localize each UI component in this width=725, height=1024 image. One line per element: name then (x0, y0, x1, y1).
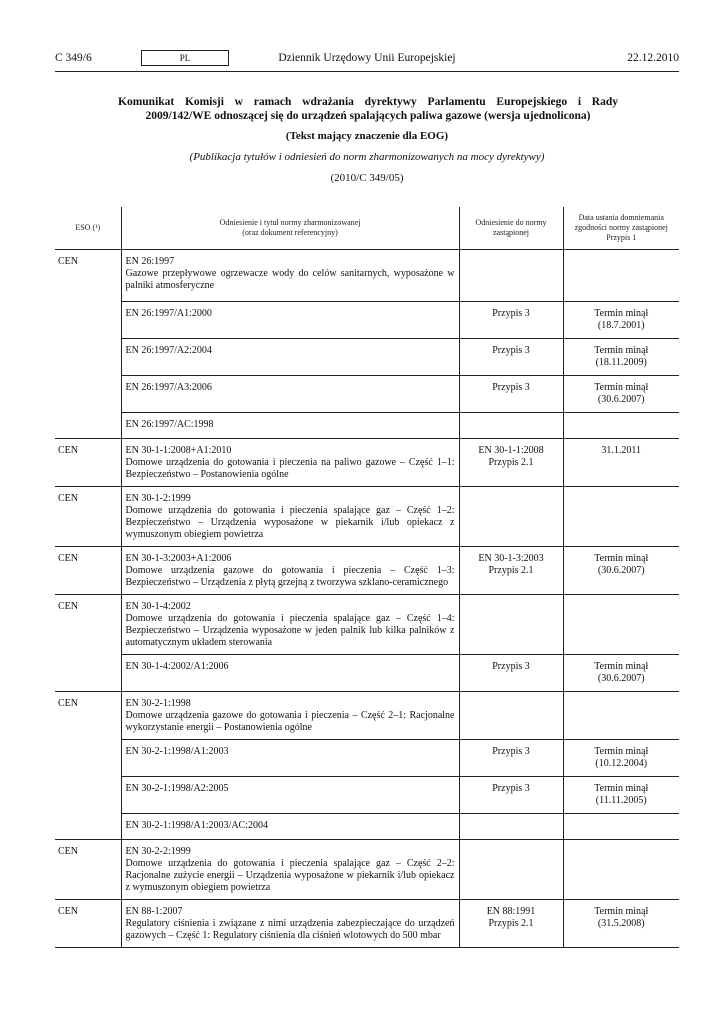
date-cell (563, 777, 679, 814)
table-row (55, 655, 679, 692)
standard-reference: EN 30-2-1:1998/A2:2005 (125, 783, 229, 794)
header-superseded: Odniesienie do normy zastąpionej (459, 207, 563, 250)
standard-cell (121, 547, 459, 595)
standards-table (55, 207, 679, 948)
page-header (55, 52, 679, 68)
date-cell (563, 487, 679, 547)
superseded-cell (459, 339, 563, 376)
superseded-cell (459, 692, 563, 740)
standard-reference: EN 30-2-1:1998 (125, 698, 191, 709)
table-row (55, 547, 679, 595)
superseded-reference: Przypis 3 (492, 783, 530, 794)
table-row (55, 900, 679, 948)
table-row (55, 595, 679, 655)
cessation-date: Termin minął (594, 382, 649, 393)
standard-title: Regulatory ciśnienia i związane z nimi urządzenia zabezpieczające do urządzeń gazowych – Część 1: Regulatory ciśnienia dla ciśnień wlotowych do 500 mbar (125, 918, 455, 941)
eso-value: CEN (58, 445, 78, 456)
cessation-date: 31.1.2011 (601, 445, 642, 456)
superseded-reference: EN 88:1991 (486, 906, 536, 917)
eso-cell (55, 595, 121, 655)
cessation-date-note: (10.12.2004) (595, 758, 648, 769)
superseded-reference: EN 30-1-3:2003 (478, 553, 544, 564)
superseded-reference: Przypis 3 (492, 746, 530, 757)
eso-value: CEN (58, 906, 78, 917)
superseded-cell (459, 376, 563, 413)
document-reference: (2010/C 349/05) (330, 172, 404, 184)
standard-cell (121, 814, 459, 840)
eso-value: CEN (58, 698, 78, 709)
date-cell (563, 655, 679, 692)
standard-cell (121, 840, 459, 900)
date-cell (563, 900, 679, 948)
table-row (55, 376, 679, 413)
standard-title: Domowe urządzenia gazowe do gotowania i pieczenia – Część 2–1: Racjonalne wykorzystanie energii – Postanowienia ogólne (125, 710, 455, 733)
eea-relevance: (Tekst mający znaczenie dla EOG) (285, 130, 449, 142)
cessation-date-note: (30.6.2007) (597, 565, 645, 576)
date-cell (563, 814, 679, 840)
standard-reference: EN 26:1997/A2:2004 (125, 345, 212, 356)
eso-cell (55, 777, 121, 814)
eso-cell (55, 900, 121, 948)
cessation-date: Termin minął (594, 553, 649, 564)
superseded-reference: Przypis 3 (492, 308, 530, 319)
date-cell (563, 840, 679, 900)
eso-cell (55, 655, 121, 692)
superseded-reference: Przypis 3 (492, 345, 530, 356)
eso-value: CEN (58, 553, 78, 564)
standard-cell (121, 339, 459, 376)
eso-value: CEN (58, 846, 78, 857)
publication-date: 22.12.2010 (627, 52, 679, 64)
page-number: C 349/6 (55, 52, 92, 64)
header-date: Data ustania domniemania zgodności normy zastąpionej Przypis 1 (563, 207, 679, 250)
table-row (55, 413, 679, 439)
eso-cell (55, 547, 121, 595)
superseded-cell (459, 302, 563, 339)
standard-cell (121, 413, 459, 439)
header-reference-line1: Odniesienie i tytuł normy zharmonizowanej (219, 218, 361, 227)
date-cell (563, 547, 679, 595)
standard-title: Domowe urządzenia do gotowania i pieczenia na paliwo gazowe – Część 1–1: Bezpieczeństwo – Postanowienia ogólne (125, 457, 455, 480)
standard-cell (121, 250, 459, 302)
standard-reference: EN 30-2-1:1998/A1:2003 (125, 746, 229, 757)
superseded-cell (459, 900, 563, 948)
superseded-cell (459, 840, 563, 900)
standard-cell (121, 692, 459, 740)
eso-cell (55, 376, 121, 413)
cessation-date: Termin minął (594, 661, 649, 672)
date-cell (563, 439, 679, 487)
superseded-cell (459, 814, 563, 840)
table-row (55, 487, 679, 547)
eso-cell (55, 740, 121, 777)
eso-cell (55, 413, 121, 439)
superseded-note: Przypis 2.1 (488, 565, 534, 576)
superseded-reference: EN 30-1-1:2008 (478, 445, 544, 456)
eso-cell (55, 302, 121, 339)
cessation-date-note: (18.11.2009) (595, 357, 647, 368)
cessation-date: Termin minął (594, 783, 649, 794)
cessation-date: Termin minął (594, 746, 649, 757)
table-row (55, 439, 679, 487)
journal-title: Dziennik Urzędowy Unii Europejskiej (278, 52, 456, 64)
superseded-reference: Przypis 3 (492, 661, 530, 672)
table-row (55, 250, 679, 302)
table-header-row (55, 207, 679, 250)
date-cell (563, 692, 679, 740)
date-cell (563, 595, 679, 655)
superseded-cell (459, 595, 563, 655)
eso-cell (55, 250, 121, 302)
standard-title: Domowe urządzenia do gotowania i pieczenia spalające gaz – Część 2–2: Racjonalne zużycie energii – Urządzenia wyposażone w piekarnik i/lub opiekacz z wymuszonym obiegiem powietrza (125, 858, 455, 893)
standard-reference: EN 26:1997/AC:1998 (125, 419, 214, 430)
cessation-date-note: (30.6.2007) (597, 394, 645, 405)
standard-cell (121, 302, 459, 339)
superseded-cell (459, 777, 563, 814)
standard-cell (121, 900, 459, 948)
standard-cell (121, 777, 459, 814)
eso-value: CEN (58, 493, 78, 504)
standard-cell (121, 487, 459, 547)
date-cell (563, 740, 679, 777)
title-line-1: Komunikat Komisji w ramach wdrażania dyrektywy Parlamentu Europejskiego i Rady (118, 96, 618, 108)
eso-cell (55, 840, 121, 900)
superseded-cell (459, 740, 563, 777)
standard-reference: EN 26:1997/A1:2000 (125, 308, 212, 319)
standard-reference: EN 88-1:2007 (125, 906, 183, 917)
date-cell (563, 302, 679, 339)
publication-note: (Publikacja tytułów i odniesień do norm zharmonizowanych na mocy dyrektywy) (189, 151, 545, 163)
eso-cell (55, 692, 121, 740)
superseded-note: Przypis 2.1 (488, 918, 534, 929)
cessation-date-note: (30.6.2007) (597, 673, 645, 684)
table-row (55, 302, 679, 339)
date-cell (563, 376, 679, 413)
header-reference (121, 207, 459, 250)
standard-reference: EN 30-1-2:1999 (125, 493, 191, 504)
standard-title: Domowe urządzenia do gotowania i pieczenia spalające gaz – Część 1–4: Bezpieczeństwo – Urządzenia wyposażone w jeden palnik lub kilka palników z automatycznym układem sterowania (125, 613, 455, 648)
header-divider (55, 71, 679, 72)
standard-reference: EN 26:1997 (125, 256, 175, 267)
eso-value: CEN (58, 256, 78, 267)
eso-cell (55, 339, 121, 376)
eso-value: CEN (58, 601, 78, 612)
superseded-reference: Przypis 3 (492, 382, 530, 393)
superseded-cell (459, 487, 563, 547)
standard-title: Domowe urządzenia gazowe do gotowania i pieczenia – Część 1–3: Bezpieczeństwo – Urządzenia z płytą grzejną z tworzywa szklano-ceramicznego (125, 565, 455, 588)
table-body (55, 250, 679, 948)
document-title (118, 95, 618, 123)
cessation-date: Termin minął (594, 906, 649, 917)
standard-reference: EN 30-1-1:2008+A1:2010 (125, 445, 232, 456)
cessation-date-note: (31.5.2008) (597, 918, 645, 929)
standard-reference: EN 30-1-4:2002 (125, 601, 191, 612)
date-cell (563, 250, 679, 302)
title-line-2: 2009/142/WE odnoszącej się do urządzeń spalających paliwa gazowe (wersja ujednolicona) (145, 110, 591, 122)
standard-reference: EN 26:1997/A3:2006 (125, 382, 212, 393)
eso-cell (55, 439, 121, 487)
table-row (55, 740, 679, 777)
superseded-note: Przypis 2.1 (488, 457, 534, 468)
standard-reference: EN 30-1-4:2002/A1:2006 (125, 661, 229, 672)
standard-cell (121, 376, 459, 413)
superseded-cell (459, 250, 563, 302)
table-row (55, 840, 679, 900)
superseded-cell (459, 655, 563, 692)
date-cell (563, 413, 679, 439)
standard-reference: EN 30-1-3:2003+A1:2006 (125, 553, 232, 564)
standard-cell (121, 655, 459, 692)
standard-title: Gazowe przepływowe ogrzewacze wody do celów sanitarnych, wyposażone w palniki atmosferyczne (125, 268, 455, 291)
cessation-date-note: (11.11.2005) (595, 795, 647, 806)
language-badge: PL (141, 50, 229, 66)
superseded-cell (459, 439, 563, 487)
standard-cell (121, 595, 459, 655)
header-eso: ESO (¹) (55, 207, 121, 250)
cessation-date-note: (18.7.2001) (597, 320, 645, 331)
standard-title: Domowe urządzenia do gotowania i pieczenia spalające gaz – Część 1–2: Bezpieczeństwo – Urządzenia wyposażone w piekarnik i/lub opiekacz z wymuszonym obiegiem powietrza (125, 505, 455, 540)
header-reference-line2: (oraz dokument referencyjny) (242, 228, 338, 237)
standard-cell (121, 740, 459, 777)
table-row (55, 339, 679, 376)
table-row (55, 777, 679, 814)
table-row (55, 692, 679, 740)
superseded-cell (459, 547, 563, 595)
cessation-date: Termin minął (594, 345, 649, 356)
standard-reference: EN 30-2-2:1999 (125, 846, 191, 857)
superseded-cell (459, 413, 563, 439)
table-row (55, 814, 679, 840)
standard-cell (121, 439, 459, 487)
cessation-date: Termin minął (594, 308, 649, 319)
eso-cell (55, 487, 121, 547)
standard-reference: EN 30-2-1:1998/A1:2003/AC:2004 (125, 820, 268, 831)
date-cell (563, 339, 679, 376)
eso-cell (55, 814, 121, 840)
